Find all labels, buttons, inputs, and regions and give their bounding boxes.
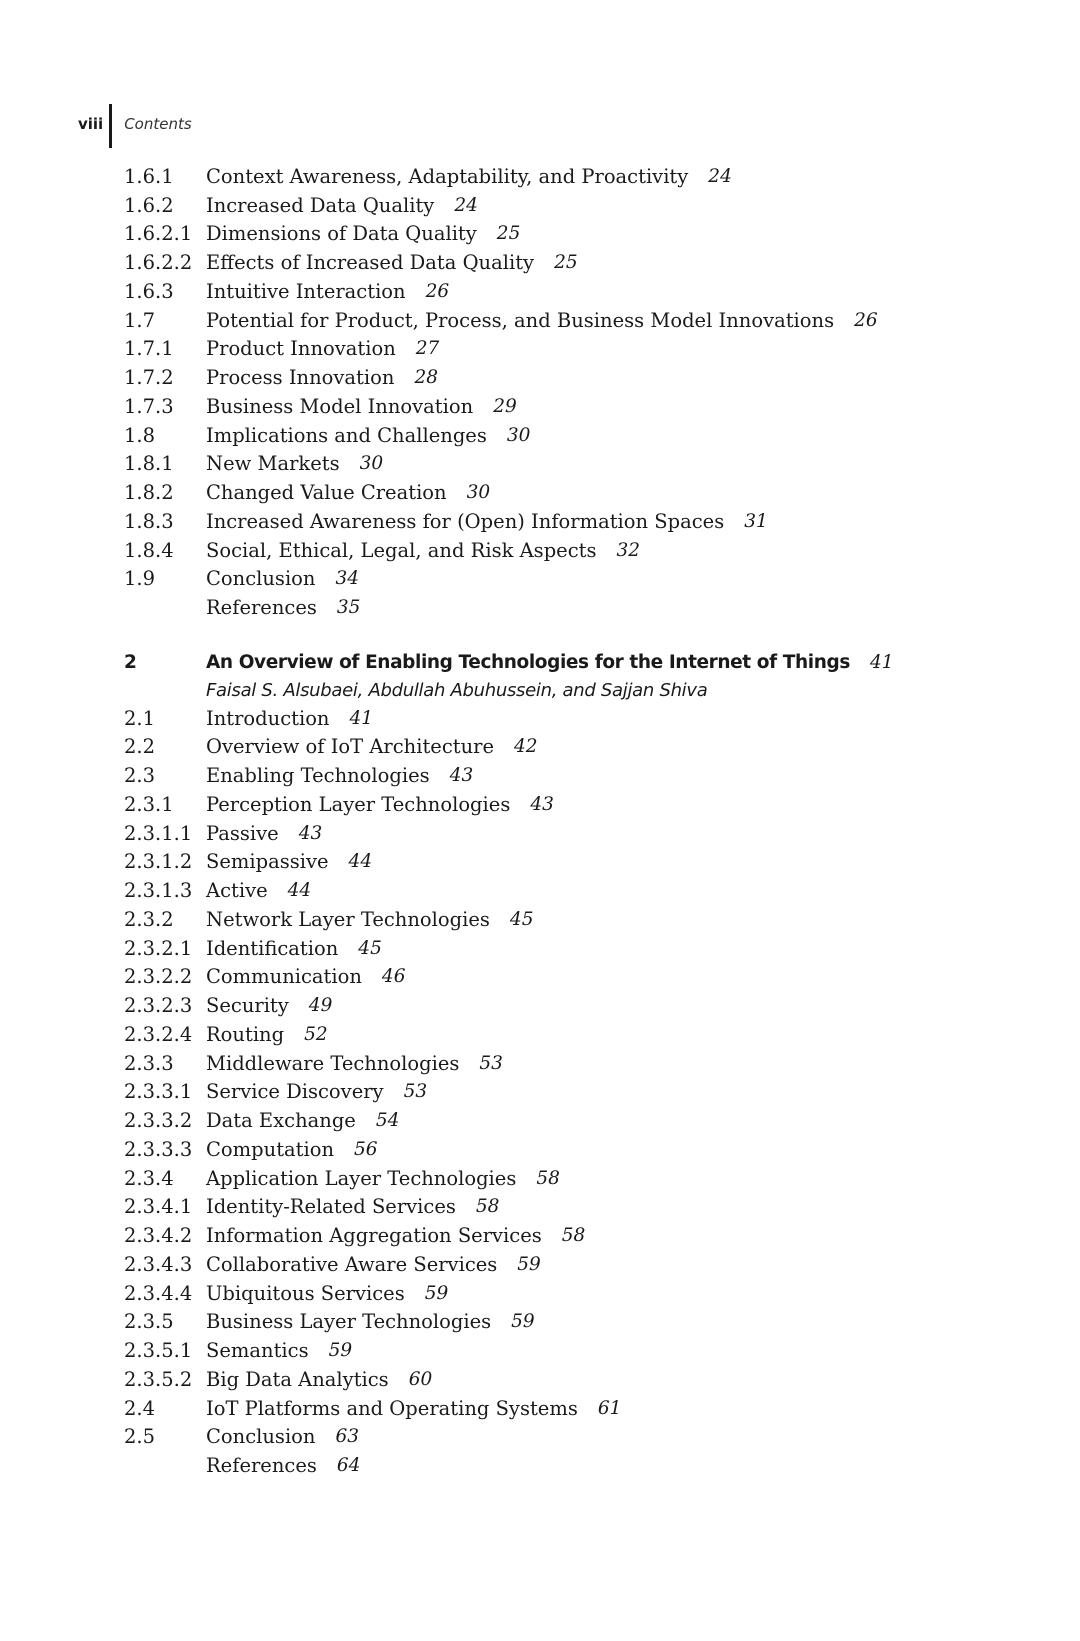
entry-title: Network Layer Technologies bbox=[206, 907, 490, 931]
entry-title: Communication bbox=[206, 965, 362, 989]
entry-page-number: 41 bbox=[349, 707, 374, 729]
entry-number: 2.4 bbox=[124, 1396, 156, 1420]
table-of-contents bbox=[124, 162, 1044, 1480]
entry-page-number: 45 bbox=[358, 937, 382, 959]
entry-title: Identity-Related Services bbox=[206, 1195, 456, 1219]
entry-page-number: 42 bbox=[514, 736, 538, 758]
chapter-authors: Faisal S. Alsubaei, Abdullah Abuhussein, and Sajjan Shiva bbox=[206, 679, 708, 701]
entry-number: 1.9 bbox=[124, 567, 156, 591]
entry-number: 1.6.3 bbox=[124, 279, 174, 303]
entry-title: Enabling Technologies bbox=[206, 764, 430, 788]
entry-title: Data Exchange bbox=[206, 1109, 356, 1133]
entry-title: Product Innovation bbox=[206, 337, 396, 361]
entry-page-number: 34 bbox=[335, 568, 360, 590]
entry-number: 2.3.3.2 bbox=[124, 1109, 193, 1133]
entry-page-number: 27 bbox=[415, 338, 440, 360]
entry-number: 2.3.2 bbox=[124, 907, 174, 931]
entry-page-number: 56 bbox=[354, 1138, 378, 1160]
chapter-page-number: 41 bbox=[869, 651, 894, 673]
header-rule bbox=[109, 104, 112, 148]
toc-entry[interactable] bbox=[124, 1078, 1044, 1107]
entry-title: Semantics bbox=[206, 1339, 309, 1363]
page-folio: viii bbox=[78, 115, 104, 133]
entry-number: 1.6.2 bbox=[124, 193, 174, 217]
entry-page-number: 26 bbox=[425, 280, 450, 302]
entry-page-number: 59 bbox=[511, 1311, 535, 1333]
entry-number: 2.3.4.4 bbox=[124, 1281, 193, 1305]
entry-page-number: 35 bbox=[336, 597, 361, 619]
toc-entry[interactable] bbox=[124, 392, 1044, 421]
entry-page-number: 30 bbox=[359, 453, 384, 475]
entry-page-number: 31 bbox=[744, 510, 768, 532]
toc-entry[interactable] bbox=[124, 1308, 1044, 1337]
entry-title: Increased Data Quality bbox=[206, 193, 435, 217]
chapter-2-entries bbox=[124, 704, 1044, 1480]
toc-entry[interactable] bbox=[124, 790, 1044, 819]
entry-title: Big Data Analytics bbox=[206, 1367, 389, 1391]
entry-title: Ubiquitous Services bbox=[206, 1281, 405, 1305]
entry-title: Perception Layer Technologies bbox=[206, 792, 511, 816]
entry-page-number: 53 bbox=[479, 1052, 503, 1074]
entry-page-number: 32 bbox=[616, 539, 641, 561]
toc-entry[interactable] bbox=[124, 704, 1044, 733]
entry-number: 2.3.1 bbox=[124, 792, 174, 816]
chapter-gap bbox=[124, 622, 1044, 648]
toc-entry[interactable] bbox=[124, 335, 1044, 364]
entry-number: 2.3.5 bbox=[124, 1310, 174, 1334]
entry-title: Intuitive Interaction bbox=[206, 279, 406, 303]
entry-title: Security bbox=[206, 994, 289, 1018]
entry-number: 2.3.1.3 bbox=[124, 879, 193, 903]
toc-entry[interactable] bbox=[124, 363, 1044, 392]
running-title: Contents bbox=[124, 115, 192, 133]
toc-entry[interactable] bbox=[124, 876, 1044, 905]
entry-number: 1.7.2 bbox=[124, 366, 174, 390]
entry-title: Active bbox=[206, 879, 268, 903]
entry-number: 1.6.2.1 bbox=[124, 222, 193, 246]
chapter-number: 2 bbox=[124, 651, 137, 673]
toc-entry[interactable] bbox=[124, 593, 1044, 622]
entry-title: Increased Awareness for (Open) Information Spaces bbox=[206, 509, 725, 533]
entry-number: 2.3.3.1 bbox=[124, 1080, 193, 1104]
entry-number: 1.7.1 bbox=[124, 337, 174, 361]
toc-entry[interactable] bbox=[124, 1164, 1044, 1193]
entry-number: 1.6.2.2 bbox=[124, 251, 193, 275]
chapter-title: An Overview of Enabling Technologies for the Internet of Things bbox=[206, 651, 850, 673]
toc-entry[interactable] bbox=[124, 1020, 1044, 1049]
entry-number: 2.1 bbox=[124, 706, 156, 730]
toc-entry[interactable] bbox=[124, 421, 1044, 450]
toc-entry[interactable] bbox=[124, 1423, 1044, 1452]
entry-page-number: 44 bbox=[287, 880, 312, 902]
chapter-1-entries bbox=[124, 162, 1044, 622]
entry-number: 1.8 bbox=[124, 423, 156, 447]
entry-page-number: 60 bbox=[408, 1368, 433, 1390]
entry-page-number: 49 bbox=[308, 995, 333, 1017]
toc-entry[interactable] bbox=[124, 848, 1044, 877]
toc-entry[interactable] bbox=[124, 733, 1044, 762]
entry-page-number: 26 bbox=[854, 309, 878, 331]
entry-page-number: 54 bbox=[375, 1110, 400, 1132]
entry-page-number: 30 bbox=[466, 482, 491, 504]
toc-entry[interactable] bbox=[124, 934, 1044, 963]
entry-number: 2.3.5.2 bbox=[124, 1367, 193, 1391]
entry-page-number: 46 bbox=[381, 966, 406, 988]
entry-number: 2.2 bbox=[124, 735, 156, 759]
entry-number: 2.3.3.3 bbox=[124, 1137, 193, 1161]
entry-title: Identification bbox=[206, 936, 339, 960]
entry-number: 1.8.4 bbox=[124, 538, 174, 562]
entry-title: Application Layer Technologies bbox=[206, 1166, 517, 1190]
toc-entry[interactable] bbox=[124, 819, 1044, 848]
entry-number: 1.6.1 bbox=[124, 164, 174, 188]
entry-page-number: 24 bbox=[708, 165, 732, 187]
entry-page-number: 25 bbox=[496, 223, 521, 245]
entry-page-number: 64 bbox=[336, 1455, 361, 1477]
entry-title: Business Layer Technologies bbox=[206, 1310, 492, 1334]
entry-number: 2.3.4.2 bbox=[124, 1224, 193, 1248]
entry-title: Information Aggregation Services bbox=[206, 1224, 542, 1248]
entry-title: Implications and Challenges bbox=[206, 423, 487, 447]
entry-page-number: 44 bbox=[348, 851, 373, 873]
toc-entry[interactable] bbox=[124, 1365, 1044, 1394]
toc-entry[interactable] bbox=[124, 507, 1044, 536]
toc-entry[interactable] bbox=[124, 277, 1044, 306]
entry-title: Collaborative Aware Services bbox=[206, 1252, 498, 1276]
toc-entry[interactable] bbox=[124, 536, 1044, 565]
toc-entry[interactable] bbox=[124, 1106, 1044, 1135]
entry-title: Business Model Innovation bbox=[206, 394, 474, 418]
toc-entry[interactable] bbox=[124, 761, 1044, 790]
entry-number: 2.3.4 bbox=[124, 1166, 174, 1190]
entry-title: Middleware Technologies bbox=[206, 1051, 460, 1075]
entry-number: 2.3.3 bbox=[124, 1051, 174, 1075]
entry-number: 1.7.3 bbox=[124, 394, 174, 418]
entry-page-number: 52 bbox=[304, 1023, 328, 1045]
entry-title: Changed Value Creation bbox=[206, 481, 447, 505]
entry-page-number: 58 bbox=[561, 1225, 586, 1247]
entry-page-number: 59 bbox=[517, 1253, 541, 1275]
toc-entry[interactable] bbox=[124, 1135, 1044, 1164]
toc-entry[interactable] bbox=[124, 450, 1044, 479]
entry-number: 2.5 bbox=[124, 1425, 156, 1449]
entry-number: 1.8.1 bbox=[124, 452, 174, 476]
entry-title: References bbox=[206, 1454, 317, 1478]
toc-entry[interactable] bbox=[124, 478, 1044, 507]
entry-title: Potential for Product, Process, and Business Model Innovations bbox=[206, 308, 835, 332]
toc-entry[interactable] bbox=[124, 905, 1044, 934]
entry-number: 2.3.2.1 bbox=[124, 936, 193, 960]
entry-title: Dimensions of Data Quality bbox=[206, 222, 477, 246]
toc-entry[interactable] bbox=[124, 991, 1044, 1020]
entry-title: Overview of IoT Architecture bbox=[206, 735, 495, 759]
entry-number: 2.3 bbox=[124, 764, 156, 788]
entry-page-number: 58 bbox=[475, 1196, 500, 1218]
entry-page-number: 30 bbox=[506, 424, 531, 446]
entry-number: 2.3.4.3 bbox=[124, 1252, 193, 1276]
entry-page-number: 59 bbox=[328, 1340, 353, 1362]
toc-entry[interactable] bbox=[124, 1279, 1044, 1308]
entry-page-number: 53 bbox=[403, 1081, 428, 1103]
entry-page-number: 61 bbox=[597, 1397, 622, 1419]
entry-page-number: 58 bbox=[536, 1167, 560, 1189]
entry-page-number: 25 bbox=[554, 252, 578, 274]
entry-page-number: 59 bbox=[424, 1282, 449, 1304]
entry-page-number: 24 bbox=[454, 194, 478, 216]
toc-entry[interactable] bbox=[124, 162, 1044, 191]
toc-entry[interactable] bbox=[124, 220, 1044, 249]
entry-number: 2.3.2.2 bbox=[124, 965, 193, 989]
toc-entry[interactable] bbox=[124, 963, 1044, 992]
toc-entry[interactable] bbox=[124, 306, 1044, 335]
entry-page-number: 43 bbox=[449, 765, 474, 787]
entry-title: References bbox=[206, 596, 317, 620]
entry-title: Effects of Increased Data Quality bbox=[206, 251, 535, 275]
toc-entry[interactable] bbox=[124, 1451, 1044, 1480]
toc-entry[interactable] bbox=[124, 1394, 1044, 1423]
entry-number: 2.3.5.1 bbox=[124, 1339, 193, 1363]
entry-page-number: 43 bbox=[298, 822, 323, 844]
toc-entry[interactable] bbox=[124, 248, 1044, 277]
entry-title: Service Discovery bbox=[206, 1080, 384, 1104]
entry-number: 2.3.1.1 bbox=[124, 821, 193, 845]
entry-title: Passive bbox=[206, 821, 279, 845]
entry-title: Routing bbox=[206, 1022, 285, 1046]
entry-number: 2.3.4.1 bbox=[124, 1195, 193, 1219]
toc-entry[interactable] bbox=[124, 1221, 1044, 1250]
entry-title: Computation bbox=[206, 1137, 335, 1161]
entry-title: Context Awareness, Adaptability, and Proactivity bbox=[206, 164, 689, 188]
toc-entry[interactable] bbox=[124, 1049, 1044, 1078]
entry-title: Conclusion bbox=[206, 1425, 316, 1449]
entry-title: New Markets bbox=[206, 452, 340, 476]
entry-title: Process Innovation bbox=[206, 366, 395, 390]
entry-number: 1.8.2 bbox=[124, 481, 174, 505]
entry-number: 1.8.3 bbox=[124, 509, 174, 533]
entry-page-number: 29 bbox=[493, 395, 517, 417]
entry-page-number: 63 bbox=[335, 1426, 360, 1448]
entry-page-number: 45 bbox=[509, 908, 534, 930]
entry-title: Conclusion bbox=[206, 567, 316, 591]
entry-page-number: 28 bbox=[414, 367, 438, 389]
entry-number: 1.7 bbox=[124, 308, 156, 332]
toc-entry[interactable] bbox=[124, 1336, 1044, 1365]
entry-page-number: 43 bbox=[530, 793, 554, 815]
entry-number: 2.3.1.2 bbox=[124, 850, 193, 874]
toc-entry[interactable] bbox=[124, 565, 1044, 594]
entry-title: Introduction bbox=[206, 706, 330, 730]
entry-number: 2.3.2.4 bbox=[124, 1022, 193, 1046]
entry-title: Social, Ethical, Legal, and Risk Aspects bbox=[206, 538, 597, 562]
entry-title: Semipassive bbox=[206, 850, 329, 874]
entry-title: IoT Platforms and Operating Systems bbox=[206, 1396, 578, 1420]
toc-entry[interactable] bbox=[124, 1193, 1044, 1222]
toc-entry[interactable] bbox=[124, 191, 1044, 220]
toc-entry[interactable] bbox=[124, 1250, 1044, 1279]
chapter-2-heading[interactable] bbox=[124, 648, 1044, 677]
entry-number: 2.3.2.3 bbox=[124, 994, 193, 1018]
running-head bbox=[78, 104, 192, 148]
